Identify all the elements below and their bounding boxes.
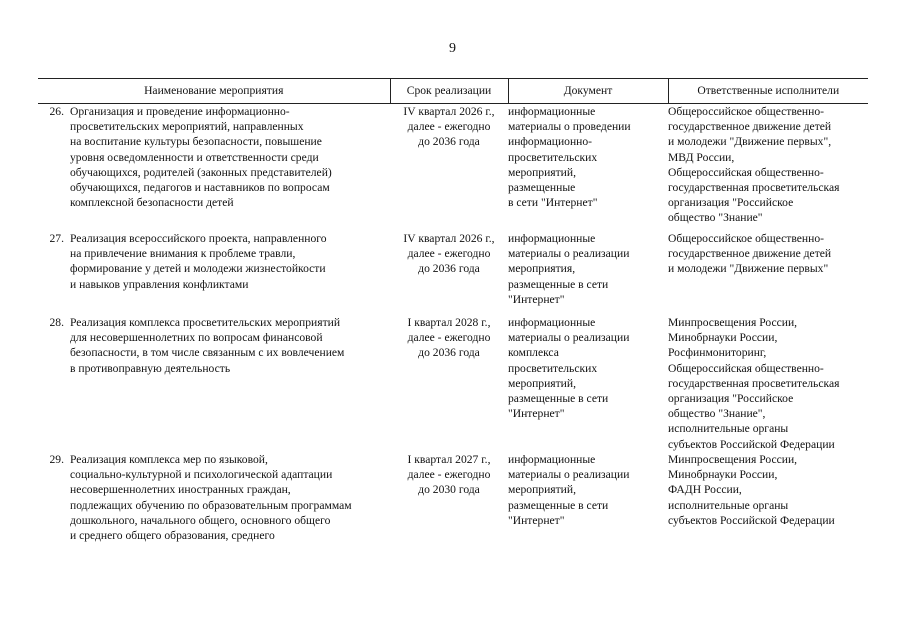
- event-name-cell: [38, 315, 390, 452]
- text-line: "Интернет": [508, 292, 565, 306]
- text-line: Минпросвещения России,: [668, 453, 798, 466]
- text-line: на привлечение внимания к проблеме травли,: [70, 247, 296, 261]
- text-line: материалы о проведении: [508, 120, 631, 134]
- text-line: информационно-: [508, 135, 593, 149]
- text-line: IV квартал 2026 г.,: [403, 232, 495, 245]
- text-line: мероприятий,: [508, 483, 576, 497]
- text-line: мероприятия,: [508, 262, 576, 276]
- responsible-cell: [668, 315, 868, 452]
- text-line: информационные: [508, 453, 596, 466]
- text-line: исполнительные органы: [668, 498, 789, 512]
- text-line: I квартал 2028 г.,: [407, 316, 491, 329]
- text-line: Реализация всероссийского проекта, направленного: [70, 232, 327, 245]
- text-line: МВД России,: [668, 150, 735, 164]
- text-line: размещенные в сети: [508, 277, 609, 291]
- text-line: материалы о реализации: [508, 247, 630, 261]
- text-line: общество "Знание",: [668, 407, 766, 421]
- text-line: дошкольного, начального общего, основного общего: [70, 513, 331, 527]
- text-line: далее - ежегодно: [407, 120, 491, 134]
- text-line: Минпросвещения России,: [668, 316, 798, 329]
- text-line: государственное движение детей: [668, 247, 832, 261]
- text-line: "Интернет": [508, 513, 565, 527]
- text-line: размещенные в сети: [508, 498, 609, 512]
- text-line: Общероссийское общественно-: [668, 232, 824, 245]
- text-line: и молодежи "Движение первых",: [668, 135, 832, 149]
- events-table: [38, 78, 868, 552]
- text-line: далее - ежегодно: [407, 247, 491, 261]
- text-line: просветительских мероприятий, направленных: [70, 120, 304, 134]
- text-line: обучающихся, педагогов и наставников по вопросам: [70, 181, 330, 195]
- text-line: Общероссийское общественно-: [668, 105, 824, 118]
- text-line: для несовершеннолетних по вопросам финансовой: [70, 331, 323, 345]
- text-line: подлежащих обучению по образовательным программам: [70, 498, 352, 512]
- text-line: формирование у детей и молодежи жизнестойкости: [70, 262, 326, 276]
- text-line: информационные: [508, 316, 596, 329]
- event-name: [70, 231, 390, 292]
- event-name-cell: [38, 104, 390, 232]
- document-cell: [508, 104, 668, 232]
- text-line: IV квартал 2026 г.,: [403, 105, 495, 118]
- text-line: материалы о реализации: [508, 331, 630, 345]
- event-name-cell: [38, 452, 390, 552]
- text-line: мероприятий,: [508, 165, 576, 179]
- text-line: обучающихся, родителей (законных представителей): [70, 165, 332, 179]
- text-line: Реализация комплекса просветительских мероприятий: [70, 316, 341, 329]
- text-line: и среднего общего образования, среднего: [70, 529, 275, 543]
- text-line: в сети "Интернет": [508, 196, 598, 210]
- text-line: размещенные: [508, 181, 576, 195]
- text-line: государственное движение детей: [668, 120, 832, 134]
- text-line: I квартал 2027 г.,: [407, 453, 491, 466]
- text-line: социально-культурной и психологической адаптации: [70, 468, 333, 482]
- term-cell: [390, 231, 508, 315]
- term-cell: [390, 104, 508, 232]
- text-line: Минобрнауки России,: [668, 468, 778, 482]
- row-number: 27.: [49, 232, 64, 245]
- text-line: Минобрнауки России,: [668, 331, 778, 345]
- text-line: далее - ежегодно: [407, 331, 491, 345]
- text-line: далее - ежегодно: [407, 468, 491, 482]
- table-row: [38, 231, 868, 315]
- table-header-row: [38, 79, 868, 104]
- row-number: 29.: [49, 453, 64, 466]
- text-line: "Интернет": [508, 407, 565, 421]
- text-line: уровня осведомленности и ответственности среди: [70, 150, 319, 164]
- row-number: 28.: [49, 316, 64, 329]
- text-line: комплекса: [508, 346, 559, 360]
- text-line: до 2030 года: [418, 483, 480, 497]
- text-line: Росфинмониторинг,: [668, 346, 767, 360]
- document-cell: [508, 315, 668, 452]
- table-row: [38, 315, 868, 452]
- header-responsible: Ответственные исполнители: [668, 79, 868, 104]
- responsible-cell: [668, 104, 868, 232]
- text-line: размещенные в сети: [508, 392, 609, 406]
- event-name: [70, 315, 390, 376]
- text-line: просветительских: [508, 150, 598, 164]
- text-line: информационные: [508, 232, 596, 245]
- document-cell: [508, 452, 668, 552]
- header-name: Наименование мероприятия: [38, 79, 390, 104]
- event-name-cell: [38, 231, 390, 315]
- text-line: и молодежи "Движение первых": [668, 262, 829, 276]
- event-name: [70, 452, 390, 543]
- text-line: мероприятий,: [508, 376, 576, 390]
- table-row: [38, 104, 868, 232]
- term-cell: [390, 315, 508, 452]
- text-line: материалы о реализации: [508, 468, 630, 482]
- text-line: организация "Российское: [668, 392, 794, 406]
- text-line: Реализация комплекса мер по языковой,: [70, 453, 268, 466]
- event-name: [70, 104, 390, 210]
- header-document: Документ: [508, 79, 668, 104]
- text-line: и навыков управления конфликтами: [70, 277, 249, 291]
- text-line: субъектов Российской Федерации: [668, 513, 835, 527]
- text-line: до 2036 года: [418, 135, 480, 149]
- text-line: безопасности, в том числе связанным с их вовлечением: [70, 346, 345, 360]
- text-line: государственная просветительская: [668, 181, 840, 195]
- header-term: Срок реализации: [390, 79, 508, 104]
- term-cell: [390, 452, 508, 552]
- text-line: общество "Знание": [668, 211, 763, 225]
- responsible-cell: [668, 231, 868, 315]
- text-line: Общероссийская общественно-: [668, 165, 824, 179]
- text-line: на воспитание культуры безопасности, повышение: [70, 135, 322, 149]
- text-line: ФАДН России,: [668, 483, 742, 497]
- row-number: 26.: [49, 105, 64, 118]
- text-line: несовершеннолетних иностранных граждан,: [70, 483, 291, 497]
- text-line: субъектов Российской Федерации: [668, 437, 835, 451]
- document-cell: [508, 231, 668, 315]
- text-line: просветительских: [508, 361, 598, 375]
- text-line: Организация и проведение информационно-: [70, 105, 290, 118]
- text-line: до 2036 года: [418, 262, 480, 276]
- text-line: в противоправную деятельность: [70, 361, 231, 375]
- text-line: Общероссийская общественно-: [668, 361, 824, 375]
- text-line: до 2036 года: [418, 346, 480, 360]
- text-line: организация "Российское: [668, 196, 794, 210]
- responsible-cell: [668, 452, 868, 552]
- text-line: информационные: [508, 105, 596, 118]
- text-line: государственная просветительская: [668, 376, 840, 390]
- table-row: [38, 452, 868, 552]
- page-number: 9: [449, 41, 456, 56]
- text-line: комплексной безопасности детей: [70, 196, 234, 210]
- text-line: исполнительные органы: [668, 422, 789, 436]
